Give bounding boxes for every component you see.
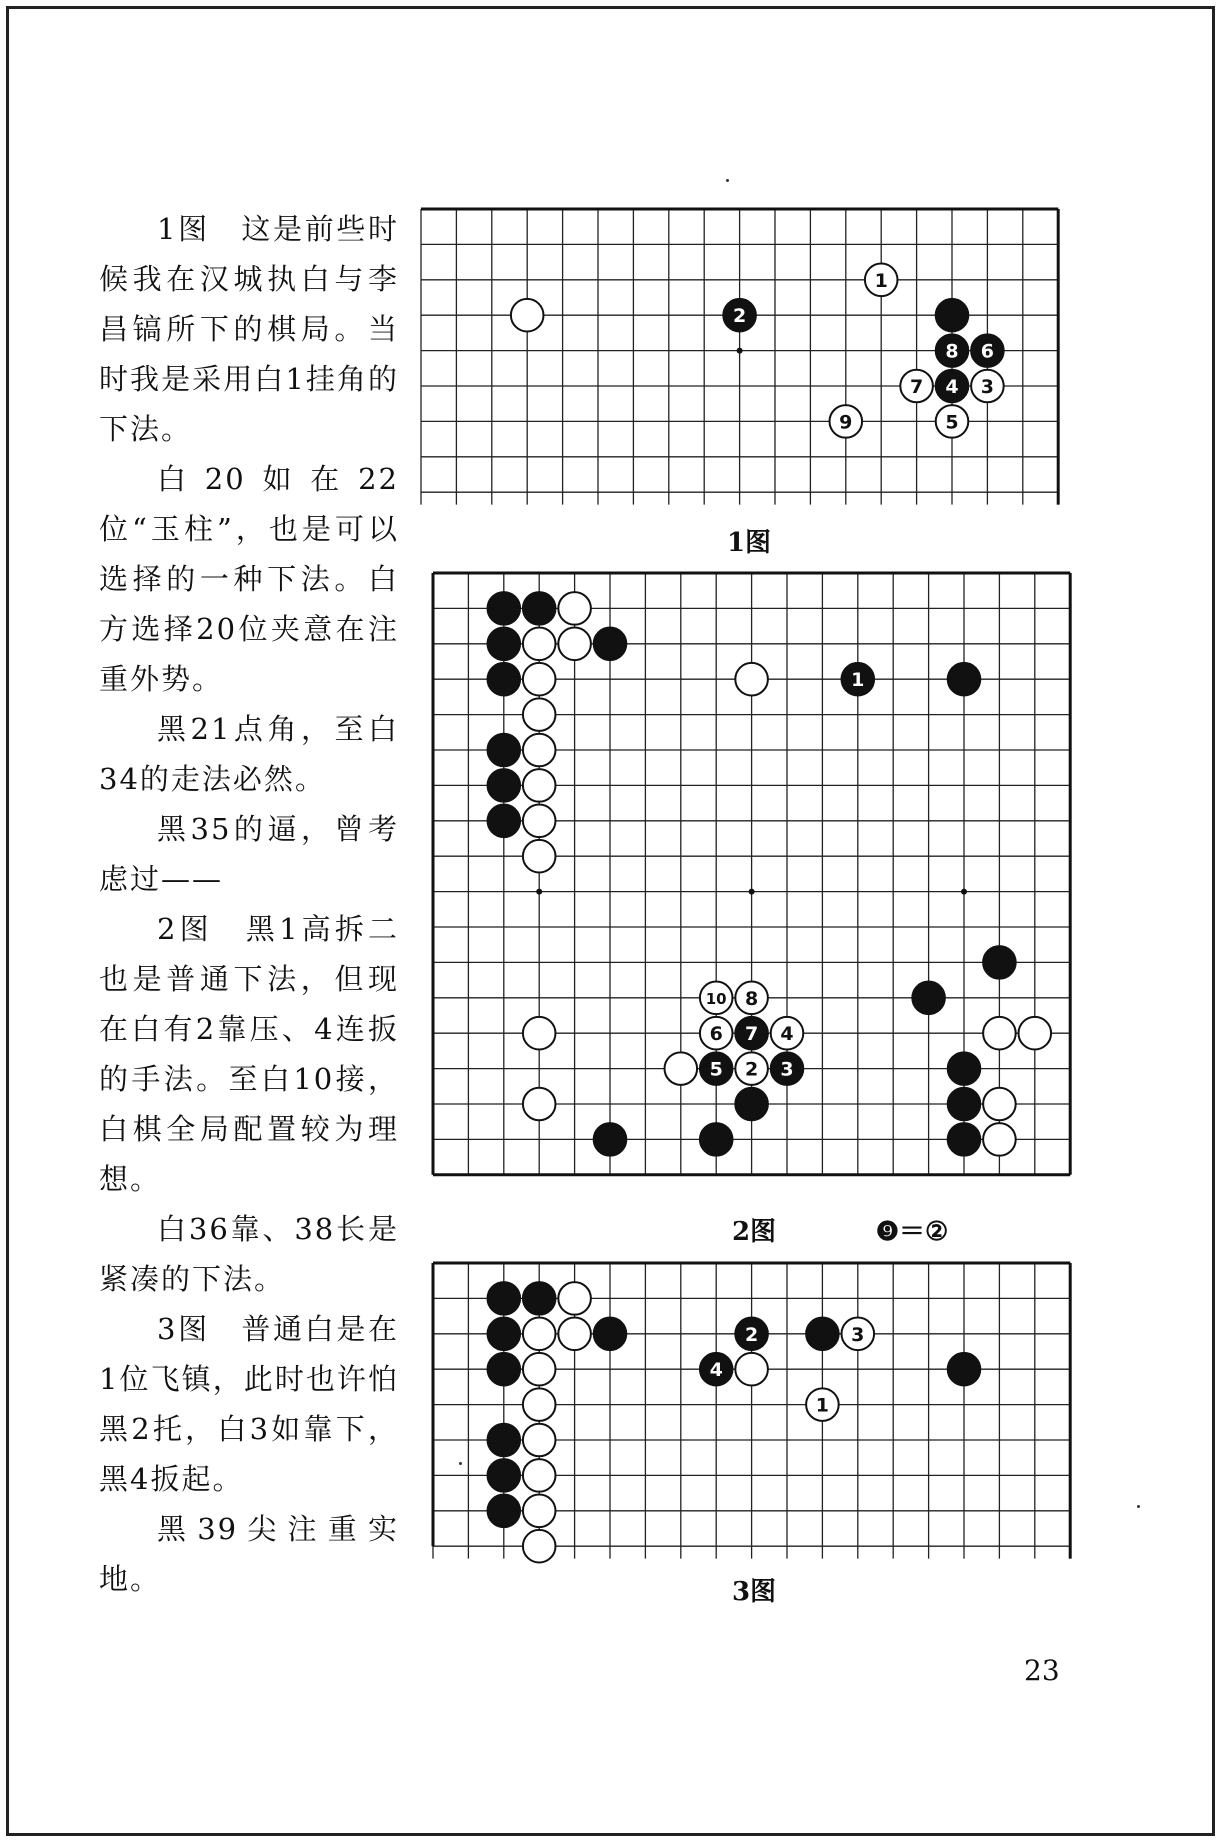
white-stone-5 <box>936 405 969 438</box>
white-stone-9 <box>830 405 863 438</box>
white-stone <box>523 663 556 696</box>
stone-label: 3 <box>980 376 995 398</box>
black-stone-4 <box>936 370 969 403</box>
white-stone <box>735 663 768 696</box>
white-stone-2 <box>735 1052 768 1085</box>
white-stone <box>558 1318 591 1351</box>
black-stone <box>488 1353 521 1386</box>
white-stone <box>511 299 544 332</box>
black-stone <box>948 1353 981 1386</box>
black-stone <box>488 592 521 625</box>
stone-label: 3 <box>851 1323 865 1346</box>
black-stone <box>594 628 627 661</box>
white-stone-3 <box>842 1318 875 1351</box>
star-point <box>737 348 743 354</box>
black-stone <box>488 1424 521 1457</box>
white-stone <box>523 1388 556 1421</box>
stone-label: 2 <box>744 1058 759 1081</box>
black-stone <box>488 628 521 661</box>
black-stone <box>948 663 981 696</box>
white-stone <box>523 734 556 767</box>
black-stone <box>912 982 945 1015</box>
scan-speck <box>726 179 729 182</box>
black-stone <box>983 946 1016 979</box>
diagram-1-caption: 1图 <box>726 528 772 558</box>
diagram-2-note: ❾＝② <box>875 1217 949 1247</box>
white-stone-1 <box>865 264 898 297</box>
star-point <box>961 889 967 895</box>
white-stone <box>523 1530 556 1563</box>
white-stone <box>523 1088 556 1121</box>
black-stone-8 <box>936 334 969 367</box>
stone-label: 1 <box>851 669 865 692</box>
stone-label: 7 <box>909 376 924 398</box>
black-stone-7 <box>735 1017 768 1050</box>
paragraph-6: 白36靠、38长是紧凑的下法。 <box>99 1212 399 1296</box>
white-stone <box>523 628 556 661</box>
stone-label: 8 <box>744 987 759 1010</box>
white-stone <box>523 769 556 802</box>
black-stone <box>948 1088 981 1121</box>
black-stone <box>735 1088 768 1121</box>
white-stone <box>983 1017 1016 1050</box>
black-stone <box>948 1052 981 1085</box>
black-stone <box>488 1282 521 1315</box>
stone-label: 3 <box>780 1058 794 1081</box>
white-stone-7 <box>900 370 933 403</box>
white-stone <box>665 1052 698 1085</box>
black-stone <box>936 299 969 332</box>
white-stone-3 <box>971 370 1004 403</box>
black-stone <box>488 1318 521 1351</box>
stone-label: 9 <box>839 411 853 434</box>
stone-label: 1 <box>874 269 888 292</box>
black-stone <box>488 769 521 802</box>
stone-label: 1 <box>815 1394 830 1417</box>
black-stone-5 <box>700 1052 733 1085</box>
white-stone <box>1019 1017 1052 1050</box>
black-stone <box>594 1318 627 1351</box>
black-stone <box>488 1459 521 1492</box>
white-stone-4 <box>771 1017 804 1050</box>
go-diagram-1 <box>413 201 1071 523</box>
go-diagram-3 <box>427 1257 1079 1569</box>
white-stone <box>558 1282 591 1315</box>
paragraph-2: 白20如在22位“玉柱”，也是可以选择的一种下法。白方选择20位夹意在注重外势。 <box>99 462 399 696</box>
stone-label: 4 <box>709 1359 723 1382</box>
stone-label: 5 <box>709 1058 723 1081</box>
black-stone <box>594 1123 627 1156</box>
black-stone <box>488 805 521 838</box>
stone-label: 5 <box>945 411 959 434</box>
white-stone-8 <box>735 982 768 1015</box>
black-stone <box>488 1495 521 1528</box>
paragraph-4: 黑35的逼，曾考虑过—— <box>99 812 399 896</box>
book-page <box>6 6 1215 1836</box>
white-stone <box>523 840 556 873</box>
page-number: 23 <box>1024 1654 1060 1687</box>
star-point <box>749 889 755 895</box>
black-stone-2 <box>723 299 756 332</box>
paragraph-5: 2图 黑1高拆二也是普通下法，但现在白有2靠压、4连扳的手法。至白10接，白棋全局配置较为理想。 <box>99 912 399 1196</box>
white-stone <box>983 1123 1016 1156</box>
white-stone <box>523 1424 556 1457</box>
stone-label: 2 <box>732 305 747 328</box>
black-stone <box>523 592 556 625</box>
black-stone <box>523 1282 556 1315</box>
white-stone-10 <box>700 982 733 1015</box>
stone-label: 4 <box>780 1023 794 1046</box>
white-stone-6 <box>700 1017 733 1050</box>
star-point <box>536 889 542 895</box>
white-stone <box>523 1459 556 1492</box>
black-stone-2 <box>735 1318 768 1351</box>
black-stone-4 <box>700 1353 733 1386</box>
stone-label: 4 <box>945 376 959 398</box>
white-stone <box>523 1017 556 1050</box>
white-stone <box>558 628 591 661</box>
black-stone-3 <box>771 1052 804 1085</box>
stone-label: 7 <box>744 1023 759 1046</box>
black-stone <box>488 734 521 767</box>
scan-speck <box>1137 1505 1140 1508</box>
black-stone <box>948 1123 981 1156</box>
scan-speck <box>459 1462 462 1465</box>
stone-label: 8 <box>945 340 959 363</box>
stone-label: 10 <box>705 989 727 1008</box>
black-stone-6 <box>971 334 1004 367</box>
go-diagram-2 <box>427 567 1079 1209</box>
white-stone <box>523 1318 556 1351</box>
stone-label: 6 <box>980 340 995 363</box>
paragraph-3: 黑21点角，至白34的走法必然。 <box>99 712 399 796</box>
white-stone <box>523 1353 556 1386</box>
white-stone <box>558 592 591 625</box>
white-stone <box>983 1088 1016 1121</box>
paragraph-8: 黑39尖注重实地。 <box>99 1512 399 1596</box>
white-stone <box>735 1353 768 1386</box>
white-stone <box>523 1495 556 1528</box>
stone-label: 6 <box>709 1023 723 1046</box>
black-stone <box>700 1123 733 1156</box>
diagram-3-caption: 3图 <box>731 1577 777 1607</box>
black-stone <box>806 1318 839 1351</box>
white-stone <box>523 805 556 838</box>
black-stone-1 <box>842 663 875 696</box>
paragraph-1: 1图 这是前些时候我在汉城执白与李昌镐所下的棋局。当时我是采用白1挂角的下法。 <box>99 212 399 446</box>
stone-label: 2 <box>744 1323 759 1346</box>
white-stone <box>523 698 556 731</box>
white-stone-1 <box>806 1388 839 1421</box>
diagram-2-caption: 2图 <box>731 1217 777 1247</box>
paragraph-7: 3图 普通白是在1位飞镇，此时也许怕黑2托，白3如靠下，黑4扳起。 <box>99 1312 399 1496</box>
commentary-text <box>99 204 399 1604</box>
black-stone <box>488 663 521 696</box>
